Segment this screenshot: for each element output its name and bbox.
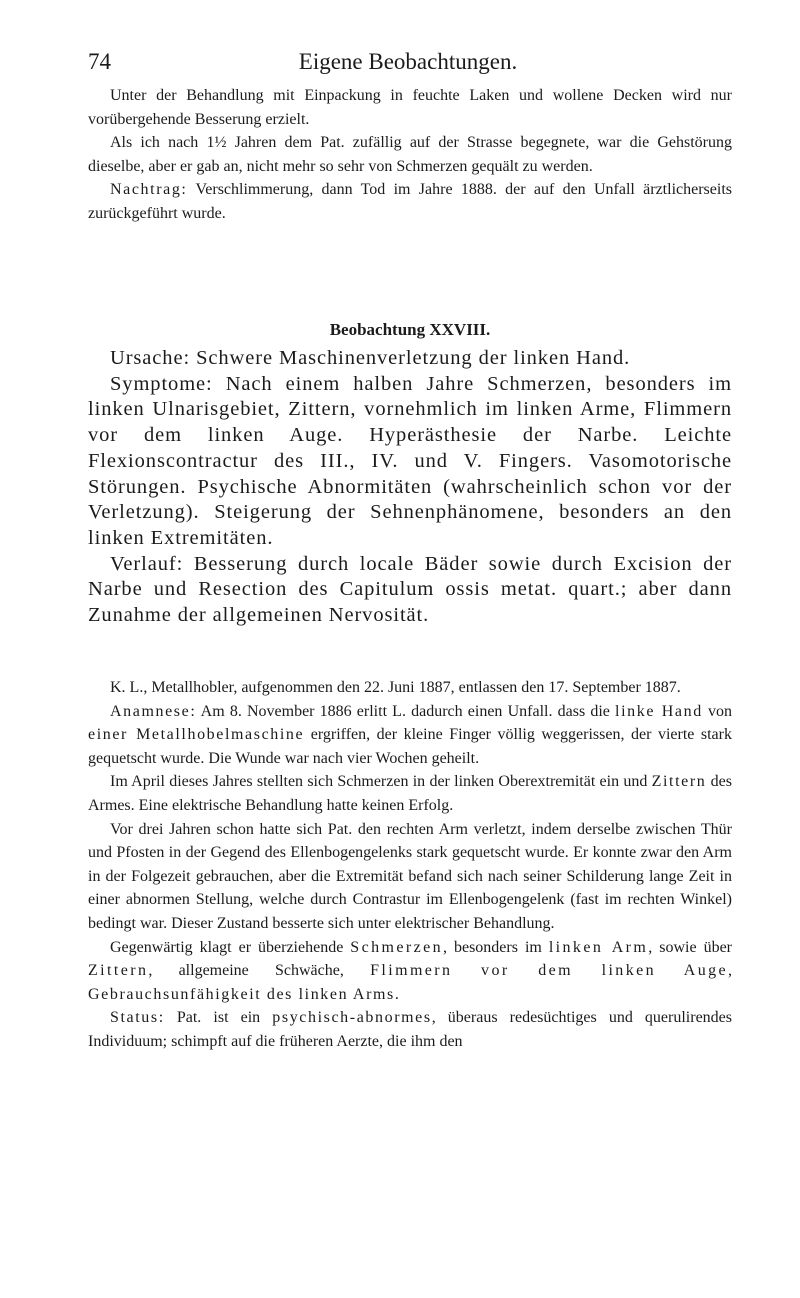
complaints-paragraph: Gegenwärtig klagt er überziehende Schmerzen, besonders im linken Arm, sowie über Zittern, allgemeine Schwäche, Flimmern vor dem linken Auge, Gebrauchsunfähigkeit des linken Arms. — [88, 938, 733, 1003]
treatment-paragraph: Unter der Behandlung mit Einpackung in feuchte Laken und wollene Decken wird nur vorübergehende Besserung erzielt. — [88, 87, 732, 128]
observation-summary — [88, 346, 732, 629]
cause-paragraph: Ursache: Schwere Maschinenverletzung der linken Hand. — [110, 347, 631, 369]
prior-injury-paragraph: Vor drei Jahren schon hatte sich Pat. den rechten Arm verletzt, indem derselbe zwischen Thür und Pfosten in der Gegend des Ellenbogengelenks stark gequetscht wurde. Er konnte zwar den Arm in der Folgezeit gebrauchen, aber die Extremität befand sich nach seiner Schilderung lange Zeit in einer abnormen Stellung, welche durch Contrastur im Ellenbogengelenk (fast im rechten Winkel) bedingt war. Dieser Zustand besserte sich unter elektrischer Behandlung. — [88, 820, 732, 932]
status-paragraph: Status: Pat. ist ein psychisch-abnormes, überaus redesüchtiges und querulirendes Individuum; schimpft auf die früheren Aerzte, die ihm den — [88, 1009, 732, 1050]
addendum-label: Nachtrag: — [110, 181, 188, 199]
anamnesis-paragraph: Anamnese: Am 8. November 1886 erlitt L. dadurch einen Unfall. dass die linke Hand von einer Metallhobelmaschine ergriffen, der kleine Finger völlig weggerissen, der vierte stark gequetscht wurde. Die Wunde war nach vier Wochen geheilt. — [88, 702, 732, 767]
status-label: Status: — [110, 1009, 165, 1027]
course-paragraph: Verlauf: Besserung durch locale Bäder sowie durch Excision der Narbe und Resection des Capitulum ossis metat. quart.; aber dann Zunahme der allgemeinen Nervosität. — [88, 552, 732, 627]
addendum-paragraph — [88, 178, 732, 225]
page-number: 74 — [88, 49, 111, 74]
followup-paragraph: Als ich nach 1½ Jahren dem Pat. zufällig auf der Strasse begegnete, war die Gehstörung dieselbe, aber er gab an, nicht mehr so sehr von Schmerzen gequält zu werden. — [88, 134, 732, 175]
symptoms-paragraph: Symptome: Nach einem halben Jahre Schmerzen, besonders im linken Ulnarisgebiet, Zittern, vornehmlich im linken Arme, Flimmern vor dem linken Auge. Hyperästhesie der Narbe. Leichte Flexionscontractur des III., IV. und V. Fingers. Vasomotorische Störungen. Psychische Abnormitäten (wahrscheinlich schon vor der Verletzung). Steigerung der Sehnenphänomene, besonders an den linken Extremitäten. — [88, 372, 732, 549]
page-header — [88, 47, 728, 77]
previous-case-conclusion — [88, 84, 732, 226]
case-report — [88, 676, 732, 1054]
anamnesis-label: Anamnese: — [110, 702, 197, 720]
april-paragraph: Im April dieses Jahres stellten sich Schmerzen in der linken Oberextremität ein und Zittern des Armes. Eine elektrische Behandlung hatte keinen Erfolg. — [88, 773, 732, 814]
patient-intro: K. L., Metallhobler, aufgenommen den 22. Juni 1887, entlassen den 17. September 1887. — [110, 679, 681, 696]
addendum-text: Verschlimmerung, dann Tod im Jahre 1888. der auf den Unfall ärztlicherseits zurückgeführt wurde. — [88, 181, 732, 222]
observation-heading: Beobachtung XXVIII. — [329, 320, 491, 339]
running-title: Eigene Beobachtungen. — [298, 49, 518, 74]
